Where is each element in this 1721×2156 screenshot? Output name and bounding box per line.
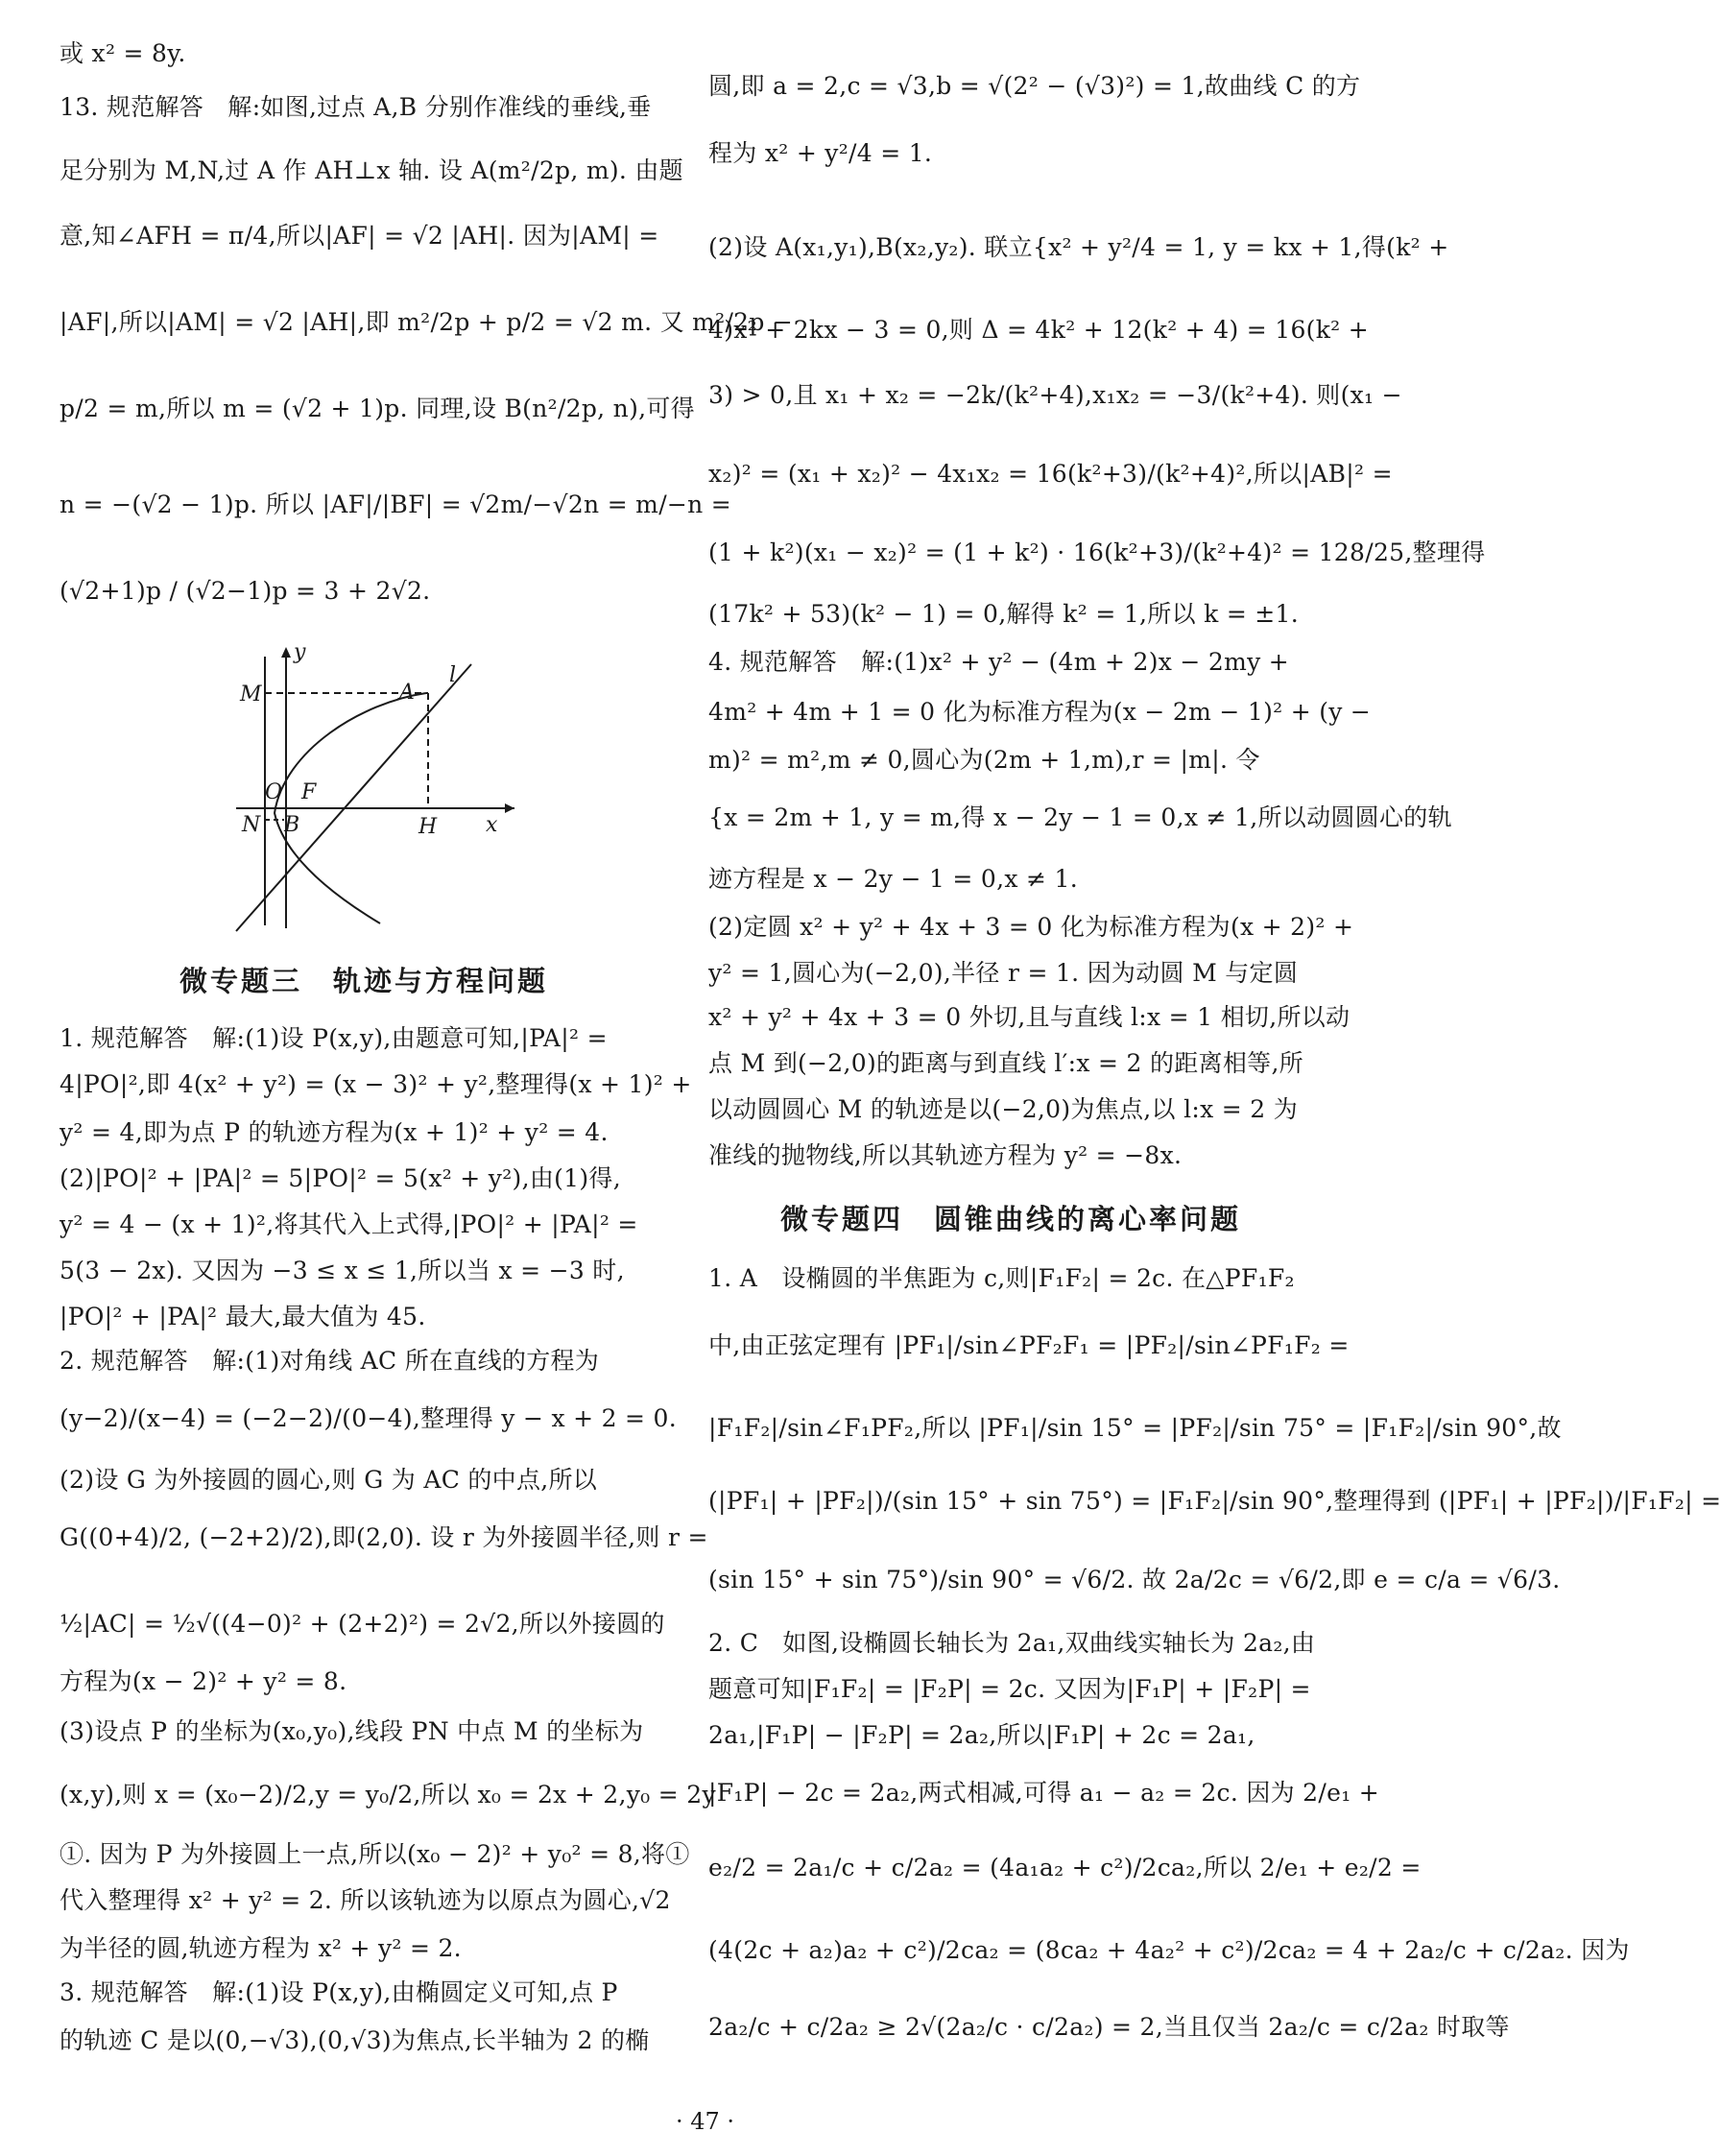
right-text-line: 1. A 设椭圆的半焦距为 c,则|F₁F₂| = 2c. 在△PF₁F₂ bbox=[708, 1264, 1295, 1292]
left-text-line: 或 x² = 8y. bbox=[60, 39, 186, 67]
right-text-line: y² = 1,圆心为(−2,0),半径 r = 1. 因为动圆 M 与定圆 bbox=[708, 959, 1299, 987]
left-text-line: G((0+4)/2, (−2+2)/2),即(2,0). 设 r 为外接圆半径,则 r = bbox=[60, 1523, 708, 1551]
right-text-line: (2)定圆 x² + y² + 4x + 3 = 0 化为标准方程为(x + 2)² + bbox=[708, 913, 1354, 941]
left-text-line: (√2+1)p / (√2−1)p = 3 + 2√2. bbox=[60, 577, 431, 605]
label-B: B bbox=[284, 813, 300, 837]
right-text-line: 2a₁,|F₁P| − |F₂P| = 2a₂,所以|F₁P| + 2c = 2a₁, bbox=[708, 1721, 1255, 1749]
left-text-line: 意,知∠AFH = π/4,所以|AF| = √2 |AH|. 因为|AM| = bbox=[60, 222, 659, 250]
right-text-line: 2a₂/c + c/2a₂ ≥ 2√(2a₂/c · c/2a₂) = 2,当且仅当 2a₂/c = c/2a₂ 时取等 bbox=[708, 2013, 1510, 2041]
label-y: y bbox=[294, 640, 306, 664]
right-text-line: |F₁P| − 2c = 2a₂,两式相减,可得 a₁ − a₂ = 2c. 因为 2/e₁ + bbox=[708, 1779, 1380, 1807]
right-text-line: 4. 规范解答 解:(1)x² + y² − (4m + 2)x − 2my + bbox=[708, 648, 1290, 676]
right-text-line: e₂/2 = 2a₁/c + c/2a₂ = (4a₁a₂ + c²)/2ca₂,所以 2/e₁ + e₂/2 = bbox=[708, 1854, 1422, 1881]
left-text-line: 4|PO|²,即 4(x² + y²) = (x − 3)² + y²,整理得(x + 1)² + bbox=[60, 1070, 692, 1098]
left-text-line: 1. 规范解答 解:(1)设 P(x,y),由题意可知,|PA|² = bbox=[60, 1024, 608, 1052]
label-H: H bbox=[418, 815, 438, 839]
right-text-line: 迹方程是 x − 2y − 1 = 0,x ≠ 1. bbox=[708, 865, 1078, 893]
parabola-figure bbox=[227, 640, 514, 933]
left-text-line: 代入整理得 x² + y² = 2. 所以该轨迹为以原点为圆心,√2 bbox=[60, 1886, 671, 1914]
left-text-line: 的轨迹 C 是以(0,−√3),(0,√3)为焦点,长半轴为 2 的椭 bbox=[60, 2026, 650, 2054]
left-text-line: |PO|² + |PA|² 最大,最大值为 45. bbox=[60, 1303, 426, 1330]
right-text-line: 4)x² + 2kx − 3 = 0,则 Δ = 4k² + 12(k² + 4) = 16(k² + bbox=[708, 316, 1369, 344]
left-text-line: n = −(√2 − 1)p. 所以 |AF|/|BF| = √2m/−√2n = m/−n = bbox=[60, 491, 732, 518]
page-number: · 47 · bbox=[675, 2108, 735, 2135]
left-text-line: (x,y),则 x = (x₀−2)/2,y = y₀/2,所以 x₀ = 2x + 2,y₀ = 2y bbox=[60, 1781, 716, 1809]
label-l: l bbox=[449, 663, 457, 687]
label-N: N bbox=[242, 813, 261, 837]
right-text-line: (2)设 A(x₁,y₁),B(x₂,y₂). 联立{x² + y²/4 = 1, y = kx + 1,得(k² + bbox=[708, 233, 1449, 261]
right-text-line: (sin 15° + sin 75°)/sin 90° = √6/2. 故 2a/2c = √6/2,即 e = c/a = √6/3. bbox=[708, 1566, 1561, 1593]
right-text-line: 点 M 到(−2,0)的距离与到直线 l′:x = 2 的距离相等,所 bbox=[708, 1049, 1303, 1077]
right-text-line: 以动圆圆心 M 的轨迹是以(−2,0)为焦点,以 l:x = 2 为 bbox=[708, 1095, 1299, 1123]
right-text-line: m)² = m²,m ≠ 0,圆心为(2m + 1,m),r = |m|. 令 bbox=[708, 746, 1260, 774]
right-text-line: 2. C 如图,设椭圆长轴长为 2a₁,双曲线实轴长为 2a₂,由 bbox=[708, 1629, 1316, 1657]
label-x: x bbox=[486, 813, 498, 837]
right-text-line: 圆,即 a = 2,c = √3,b = √(2² − (√3)²) = 1,故曲线 C 的方 bbox=[708, 72, 1361, 100]
left-text-line: (3)设点 P 的坐标为(x₀,y₀),线段 PN 中点 M 的坐标为 bbox=[60, 1717, 644, 1745]
left-text-line: (2)|PO|² + |PA|² = 5|PO|² = 5(x² + y²),由(1)得, bbox=[60, 1164, 621, 1192]
right-text-line: (1 + k²)(x₁ − x₂)² = (1 + k²) · 16(k²+3)/(k²+4)² = 128/25,整理得 bbox=[708, 539, 1486, 566]
right-text-line: 程为 x² + y²/4 = 1. bbox=[708, 139, 933, 167]
label-F: F bbox=[301, 780, 317, 804]
left-text-line: (2)设 G 为外接圆的圆心,则 G 为 AC 的中点,所以 bbox=[60, 1466, 598, 1494]
right-text-line: x² + y² + 4x + 3 = 0 外切,且与直线 l:x = 1 相切,所以动 bbox=[708, 1003, 1351, 1031]
left-text-line: 方程为(x − 2)² + y² = 8. bbox=[60, 1667, 347, 1695]
left-text-line: y² = 4 − (x + 1)²,将其代入上式得,|PO|² + |PA|² = bbox=[60, 1210, 638, 1238]
left-text-line: p/2 = m,所以 m = (√2 + 1)p. 同理,设 B(n²/2p, n),可得 bbox=[60, 395, 695, 422]
left-text-line: 2. 规范解答 解:(1)对角线 AC 所在直线的方程为 bbox=[60, 1347, 600, 1375]
left-text-line: 5(3 − 2x). 又因为 −3 ≤ x ≤ 1,所以当 x = −3 时, bbox=[60, 1257, 625, 1284]
label-M: M bbox=[240, 683, 262, 707]
section-heading-4: 微专题四 圆锥曲线的离心率问题 bbox=[780, 1203, 1242, 1235]
right-text-line: x₂)² = (x₁ + x₂)² − 4x₁x₂ = 16(k²+3)/(k²+4)²,所以|AB|² = bbox=[708, 460, 1393, 488]
right-text-line: 中,由正弦定理有 |PF₁|/sin∠PF₂F₁ = |PF₂|/sin∠PF₁F₂ = bbox=[708, 1331, 1350, 1359]
right-text-line: 4m² + 4m + 1 = 0 化为标准方程为(x − 2m − 1)² + (y − bbox=[708, 698, 1372, 726]
left-text-line: 13. 规范解答 解:如图,过点 A,B 分别作准线的垂线,垂 bbox=[60, 93, 652, 121]
left-text-line: y² = 4,即为点 P 的轨迹方程为(x + 1)² + y² = 4. bbox=[60, 1118, 609, 1146]
right-text-line: (4(2c + a₂)a₂ + c²)/2ca₂ = (8ca₂ + 4a₂² + c²)/2ca₂ = 4 + 2a₂/c + c/2a₂. 因为 bbox=[708, 1936, 1630, 1964]
left-text-line: ①. 因为 P 为外接圆上一点,所以(x₀ − 2)² + y₀² = 8,将① bbox=[60, 1840, 690, 1868]
right-text-line: (17k² + 53)(k² − 1) = 0,解得 k² = 1,所以 k = ±1. bbox=[708, 600, 1300, 628]
left-text-line: 为半径的圆,轨迹方程为 x² + y² = 2. bbox=[60, 1934, 462, 1962]
right-text-line: 题意可知|F₁F₂| = |F₂P| = 2c. 又因为|F₁P| + |F₂P| = bbox=[708, 1675, 1311, 1703]
right-text-line: {x = 2m + 1, y = m,得 x − 2y − 1 = 0,x ≠ 1,所以动圆圆心的轨 bbox=[708, 803, 1452, 831]
label-O: O bbox=[265, 780, 283, 804]
label-A: A bbox=[399, 681, 415, 705]
left-text-line: 3. 规范解答 解:(1)设 P(x,y),由椭圆定义可知,点 P bbox=[60, 1978, 618, 2006]
right-text-line: |F₁F₂|/sin∠F₁PF₂,所以 |PF₁|/sin 15° = |PF₂|/sin 75° = |F₁F₂|/sin 90°,故 bbox=[708, 1414, 1562, 1442]
left-text-line: 足分别为 M,N,过 A 作 AH⊥x 轴. 设 A(m²/2p, m). 由题 bbox=[60, 156, 683, 184]
left-text-line: ½|AC| = ½√((4−0)² + (2+2)²) = 2√2,所以外接圆的 bbox=[60, 1610, 665, 1638]
right-text-line: 准线的抛物线,所以其轨迹方程为 y² = −8x. bbox=[708, 1141, 1183, 1169]
right-text-line: 3) > 0,且 x₁ + x₂ = −2k/(k²+4),x₁x₂ = −3/(k²+4). 则(x₁ − bbox=[708, 381, 1402, 409]
section-heading-3: 微专题三 轨迹与方程问题 bbox=[179, 965, 549, 997]
left-text-line: (y−2)/(x−4) = (−2−2)/(0−4),整理得 y − x + 2 = 0. bbox=[60, 1404, 678, 1432]
right-text-line: (|PF₁| + |PF₂|)/(sin 15° + sin 75°) = |F₁F₂|/sin 90°,整理得到 (|PF₁| + |PF₂|)/|F₁F₂| = bbox=[708, 1487, 1721, 1515]
left-text-line: |AF|,所以|AM| = √2 |AH|,即 m²/2p + p/2 = √2 m. 又 m²/2p − bbox=[60, 308, 794, 336]
